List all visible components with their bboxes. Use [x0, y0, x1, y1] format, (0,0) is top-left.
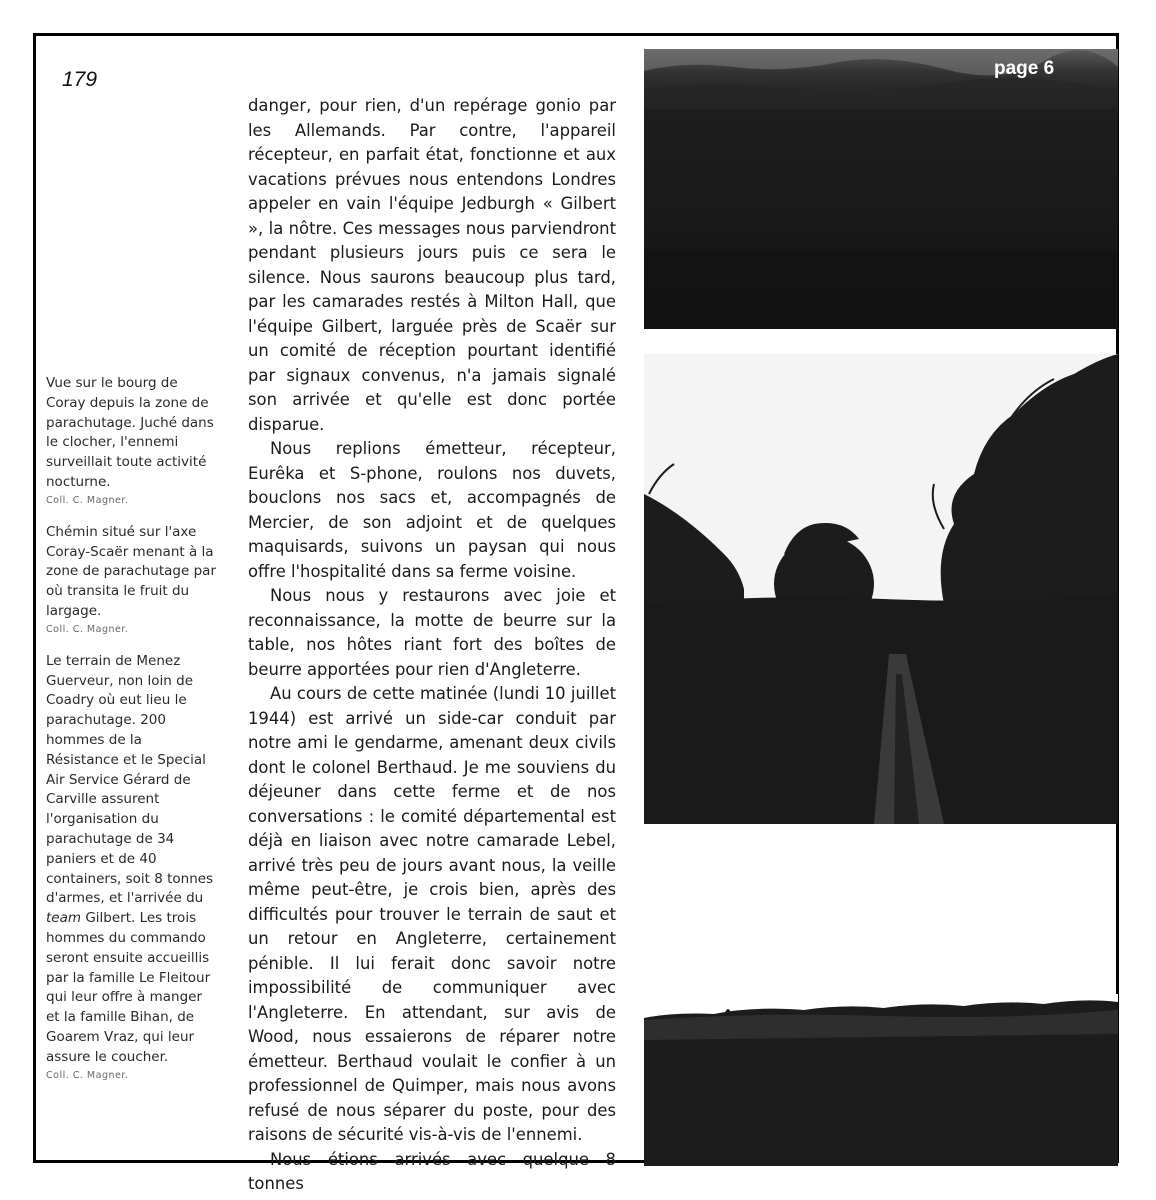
caption-team-word: team — [46, 910, 82, 927]
scanned-page — [33, 33, 1119, 1193]
photo-terrain — [644, 994, 1118, 1166]
paragraph: Nous nous y restaurons avec joie et reconnaissance, la motte de beurre sur la table, nos hôtes riant fort des boîtes de beurre apportées pour rien d'Angleterre. — [248, 586, 616, 679]
caption-terrain — [46, 652, 216, 1084]
caption-column — [46, 374, 216, 1098]
photo-credit: Coll. C. Magner. — [46, 494, 129, 506]
photo-path-trees — [644, 354, 1118, 824]
photo-credit: Coll. C. Magner. — [46, 1069, 129, 1081]
caption-path — [46, 523, 216, 638]
photo-credit: Coll. C. Magner. — [46, 623, 129, 635]
paragraph: Nous replions émetteur, récepteur, Eurêka et S-phone, roulons nos duvets, bouclons nos sacs et, accompagnés de Mercier, de son adjoint et de quelques maquisards, suivons un paysan qui nous offre l'hospitalité dans sa ferme voisine. — [248, 439, 616, 581]
paragraph: Au cours de cette matinée (lundi 10 juillet 1944) est arrivé un side-car conduit par notre ami le gendarme, amenant deux civils dont le colonel Berthaud. Je me souviens du déjeuner dans cette ferme et de nos conversations : le comité départemental est déjà en liaison avec notre camarade Lebel, arrivé très peu de jours avant nous, la veille même peut-être, je crois bien, après des difficultés pour trouver le terrain de saut et un retour en Angleterre, certainement pénible. Il lui ferait donc savoir notre impossibilité de communiquer avec l'Angleterre. En attendant, sur avis de Wood, nous essaierons de réparer notre émetteur. Berthaud voulait le confier à un professionnel de Quimper, mais nous avons refusé de nous séparer du poste, pour des raisons de sécurité vis-à-vis de l'ennemi. — [248, 684, 616, 1144]
page-label: page 6 — [994, 58, 1055, 79]
paragraph: Nous étions arrivés avec quelque 8 tonnes — [248, 1149, 616, 1193]
caption-text: Chémin situé sur l'axe Coray-Scaër menant à la zone de parachutage par où transita le fruit du largage. — [46, 523, 216, 619]
caption-text: Vue sur le bourg de Coray depuis la zone de parachutage. Juché dans le clocher, l'ennemi surveillait toute activité nocturne. — [46, 375, 214, 490]
page-number: 179 — [62, 68, 98, 91]
article-body — [248, 94, 616, 1197]
caption-text: Le terrain de Menez Guerveur, non loin de Coadry où eut lieu le parachutage. 200 hommes de la Résistance et le Special Air Service Gérard de Carville assurent l'organisation du parachutage de 34 paniers et de 40 containers, soit 8 tonnes d'armes, et l'arrivée du — [46, 652, 214, 907]
photo-village-view — [644, 49, 1118, 329]
paragraph: danger, pour rien, d'un repérage gonio par les Allemands. Par contre, l'appareil récepteur, en parfait état, fonctionne et aux vacations prévues nous entendons Londres appeler en vain l'équipe Jedburgh « Gilbert », la nôtre. Ces messages nous parviendront pendant plusieurs jours puis ce sera le silence. Nous saurons beaucoup plus tard, par les camarades restés à Milton Hall, que l'équipe Gilbert, larguée près de Scaër sur un comité de réception pourtant identifié par signaux convenus, n'a jamais signalé son arrivée et qu'elle est donc portée disparue. — [248, 96, 616, 434]
caption-text: Gilbert. Les trois hommes du commando seront ensuite accueillis par la famille Le Fleitour qui leur offre à manger et la famille Bihan, de Goarem Vraz, qui leur assure le coucher. — [46, 910, 211, 1065]
caption-village-view — [46, 374, 216, 509]
